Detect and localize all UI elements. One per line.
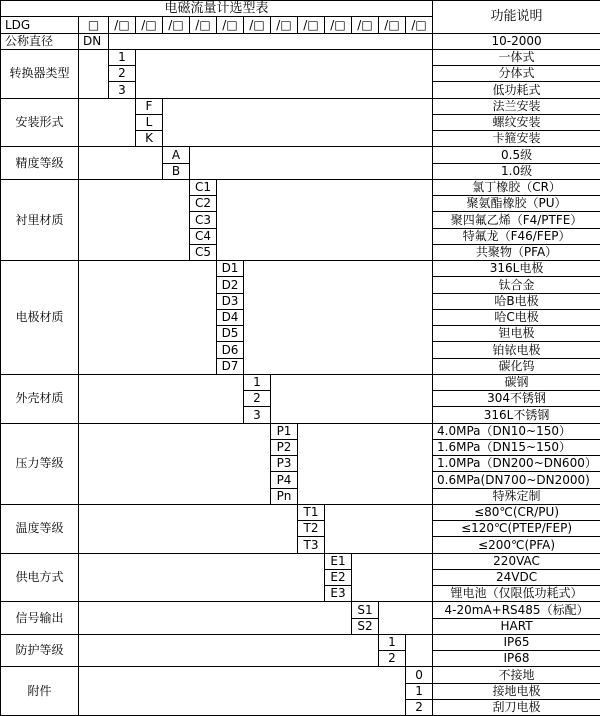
function-cell: 316L电极 — [433, 261, 600, 277]
function-cell: 4-20mA+RS485（标配） — [433, 602, 600, 618]
function-cell: 不接地 — [433, 667, 600, 683]
function-cell: HART — [433, 618, 600, 634]
code-slot: /□ — [244, 17, 271, 33]
code-cell: E2 — [325, 569, 352, 585]
code-cell: C3 — [190, 212, 217, 228]
filler-cell — [79, 179, 190, 260]
selection-table-body — [1, 1, 600, 716]
category-label: 附件 — [1, 667, 79, 716]
filler-cell — [109, 33, 433, 49]
function-cell: 聚四氟乙烯（F4/PTFE） — [433, 212, 600, 228]
code-slot: /□ — [217, 17, 244, 33]
function-cell: 1.0级 — [433, 163, 600, 179]
category-label: 转换器类型 — [1, 49, 79, 98]
function-cell: 哈C电极 — [433, 309, 600, 325]
function-cell: 316L不锈钢 — [433, 407, 600, 423]
code-cell: 3 — [109, 82, 136, 98]
code-cell: D1 — [217, 261, 244, 277]
function-cell: 铂铱电极 — [433, 342, 600, 358]
category-label: 电极材质 — [1, 261, 79, 375]
code-slot: /□ — [406, 17, 433, 33]
function-cell: IP68 — [433, 651, 600, 667]
function-cell: 刮刀电极 — [433, 699, 600, 715]
code-slot: /□ — [136, 17, 163, 33]
table-title: 电磁流量计选型表 — [1, 1, 433, 17]
function-cell: 锂电池（仅限低功耗式） — [433, 586, 600, 602]
function-cell: 哈B电极 — [433, 293, 600, 309]
function-cell: 特氟龙（F46/FEP） — [433, 228, 600, 244]
filler-cell — [79, 504, 298, 553]
code-cell: 0 — [406, 667, 433, 683]
code-cell: D2 — [217, 277, 244, 293]
filler-cell — [79, 374, 244, 423]
filler-cell — [79, 423, 271, 504]
code-cell: K — [136, 131, 163, 147]
function-cell: 共聚物（PFA） — [433, 244, 600, 260]
filler-cell — [244, 261, 433, 375]
filler-cell — [79, 147, 163, 180]
filler-cell — [217, 179, 433, 260]
code-cell: T1 — [298, 504, 325, 520]
category-label: 外壳材质 — [1, 374, 79, 423]
function-cell: 钽电极 — [433, 326, 600, 342]
code-cell: C2 — [190, 196, 217, 212]
code-cell: E1 — [325, 553, 352, 569]
function-cell: 聚氨酯橡胶（PU） — [433, 196, 600, 212]
function-cell: 一体式 — [433, 49, 600, 65]
code-cell: S1 — [352, 602, 379, 618]
code-cell: 1 — [109, 49, 136, 65]
function-cell: 法兰安装 — [433, 98, 600, 114]
function-cell: 4.0MPa（DN10~150） — [433, 423, 600, 439]
code-cell: D5 — [217, 326, 244, 342]
filler-cell — [406, 634, 433, 667]
code-cell: F — [136, 98, 163, 114]
code-cell: 3 — [244, 407, 271, 423]
code-cell: 1 — [406, 683, 433, 699]
function-cell: 螺纹安装 — [433, 114, 600, 130]
function-cell: 1.6MPa（DN15~150） — [433, 439, 600, 455]
function-cell: 碳钢 — [433, 374, 600, 390]
code-cell: D7 — [217, 358, 244, 374]
code-cell: 2 — [109, 66, 136, 82]
code-cell: D6 — [217, 342, 244, 358]
code-cell: D3 — [217, 293, 244, 309]
category-label: 安装形式 — [1, 98, 79, 147]
filler-cell — [79, 49, 109, 98]
function-cell: 304不锈钢 — [433, 391, 600, 407]
filler-cell — [379, 602, 433, 635]
code-cell: T2 — [298, 521, 325, 537]
category-label-diameter: 公称直径 — [1, 33, 79, 49]
code-slot: /□ — [109, 17, 136, 33]
filler-cell — [325, 504, 433, 553]
code-slot: /□ — [190, 17, 217, 33]
code-cell: 2 — [244, 391, 271, 407]
category-label: 供电方式 — [1, 553, 79, 602]
filler-cell — [79, 602, 352, 635]
filler-cell — [79, 634, 379, 667]
function-cell: ≤120℃(PTEP/FEP) — [433, 521, 600, 537]
function-cell: 1.0MPa（DN200~DN600） — [433, 456, 600, 472]
function-cell: 特殊定制 — [433, 488, 600, 504]
code-cell: P1 — [271, 423, 298, 439]
code-slot: /□ — [298, 17, 325, 33]
code-cell: C1 — [190, 179, 217, 195]
code-cell: 1 — [244, 374, 271, 390]
function-cell: 0.5级 — [433, 147, 600, 163]
diameter-code: DN — [79, 33, 109, 49]
filler-cell — [298, 423, 433, 504]
code-cell: Pn — [271, 488, 298, 504]
function-cell: 氯丁橡胶（CR） — [433, 179, 600, 195]
category-label: 压力等级 — [1, 423, 79, 504]
category-label: 信号输出 — [1, 602, 79, 635]
function-cell: 0.6MPa(DN700~DN2000) — [433, 472, 600, 488]
function-cell: 220VAC — [433, 553, 600, 569]
code-cell: E3 — [325, 586, 352, 602]
function-cell: ≤200℃(PFA) — [433, 537, 600, 553]
function-cell: 分体式 — [433, 66, 600, 82]
code-cell: P4 — [271, 472, 298, 488]
code-cell: D4 — [217, 309, 244, 325]
filler-cell — [79, 261, 217, 375]
code-cell: A — [163, 147, 190, 163]
model-prefix: LDG — [1, 17, 79, 33]
function-cell: 接地电极 — [433, 683, 600, 699]
code-cell: C5 — [190, 244, 217, 260]
code-cell: B — [163, 163, 190, 179]
category-label: 温度等级 — [1, 504, 79, 553]
model-code-box: □ — [79, 17, 109, 33]
function-cell: 低功耗式 — [433, 82, 600, 98]
category-label: 防护等级 — [1, 634, 79, 667]
code-cell: P3 — [271, 456, 298, 472]
function-cell: 卡箍安装 — [433, 131, 600, 147]
category-label: 精度等级 — [1, 147, 79, 180]
code-cell: 1 — [379, 634, 406, 650]
code-cell: 2 — [379, 651, 406, 667]
function-column-header: 功能说明 — [433, 1, 600, 34]
filler-cell — [136, 49, 433, 98]
function-cell: 10-2000 — [433, 33, 600, 49]
function-cell: ≤80℃(CR/PU) — [433, 504, 600, 520]
code-slot: /□ — [271, 17, 298, 33]
code-slot: /□ — [379, 17, 406, 33]
function-cell: 钛合金 — [433, 277, 600, 293]
code-cell: P2 — [271, 439, 298, 455]
category-label: 衬里材质 — [1, 179, 79, 260]
filler-cell — [271, 374, 433, 423]
code-cell: C4 — [190, 228, 217, 244]
code-cell: T3 — [298, 537, 325, 553]
code-cell: S2 — [352, 618, 379, 634]
code-slot: /□ — [325, 17, 352, 33]
code-slot: /□ — [163, 17, 190, 33]
filler-cell — [190, 147, 433, 180]
code-slot: /□ — [352, 17, 379, 33]
code-cell: 2 — [406, 699, 433, 715]
function-cell: 24VDC — [433, 569, 600, 585]
filler-cell — [79, 553, 325, 602]
filler-cell — [79, 667, 406, 716]
filler-cell — [79, 98, 136, 147]
function-cell: 碳化钨 — [433, 358, 600, 374]
filler-cell — [163, 98, 433, 147]
function-cell: IP65 — [433, 634, 600, 650]
filler-cell — [352, 553, 433, 602]
code-cell: L — [136, 114, 163, 130]
